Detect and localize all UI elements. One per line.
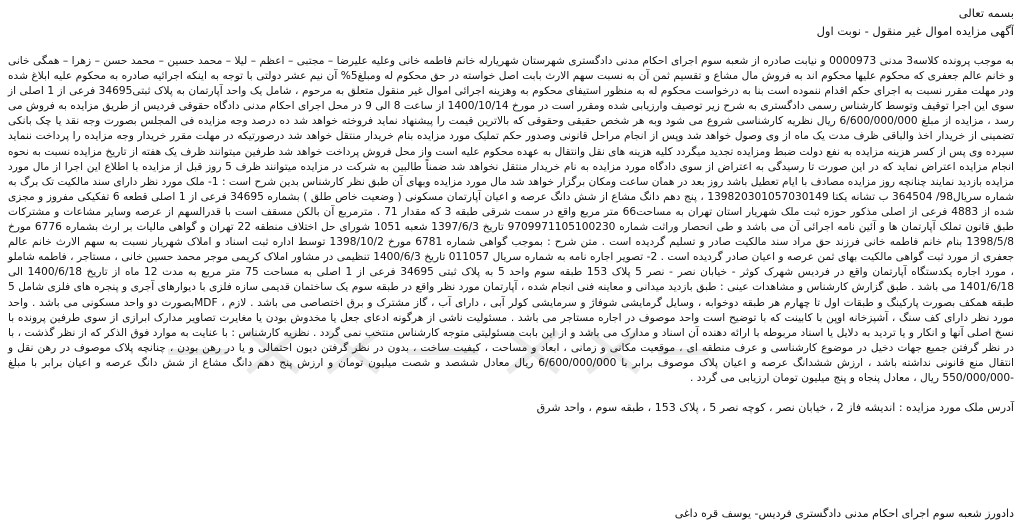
notice-title: آگهی مزایده اموال غیر منقول - نوبت اول — [816, 24, 1014, 38]
auction-notice — [8, 4, 1014, 524]
basmala: بسمه تعالی — [958, 6, 1014, 20]
notice-body: به موجب پرونده کلاسه3 مدنی 0000973 و نیابت صادره از شعبه سوم اجرای احکام مدنی دادگستری شهرستان شهریارله خانم فاطمه خانی وعلیه علیرضا – مجتبی – اعظم – لیلا – محمد حسین – محمد حسن – زهرا – همگی خانی و خانم عالم جعفری که محکوم علیها محکوم اند به فروش مال مشاع و تقسیم ثمن آن به نسبت سهم الارث بابت اصل خواسته در حق محکوم له ومبلغ5% آن نیم عشر دولتی با توجه به اینکه اجرائیه صادره به محکوم علیه ابلاغ شده ودر مهلت مقرر نسبت به اجرای حکم اقدام ننموده است بنا به درخواست محکوم له به منظور استیفای محکوم به وهزینه اجرائی اموال غیر منقول متعلق به مرحوم ، شامل یک واحد آپارتمان به پلاک ثبتی34695 فرعی از 1 اصلی از سوی این اجرا توقیف وتوسط کارشناس رسمی دادگستری به شرح زیر توصیف وارزیابی شده ومقرر است در مورخ 1400/10/14 از ساعت 8 الی 9 در محل اجرای احکام مدنی دادگاه حقوقی فردیس از طریق مزایده به فروش می رسد ، مزایده از مبلغ 6/600/000/000 ریال نظریه کارشناسی شروع می شود وبه هر شخص حقیقی وحقوقی که بالاترین قیمت را پیشنهاد نماید فروخته خواهد شد ده درصد وجه مزایده فی المجلس بصورت وجه نقد یا چک بانکی تضمینی از خریدار اخذ والباقی ظرف مدت یک ماه از وی وصول خواهد شد وپس از انجام مراحل قانونی وصدور حکم تملیک مورد مزایده بنام خریدار منتقل خواهد شد درصورتیکه در مهلت مقرر خریدار وجه مزایده را پرداخت ننماید سپرده وی پس از کسر هزینه مزایده به نفع دولت ضبط ومزایده تجدید میگردد کلیه هزینه های نقل وانتقال به عهده محکوم علیه است واز محل فروش پرداخت خواهد شد طرفین میتوانند ظرف یک هفته از تاریخ مزایده نسبت به نحوه انجام مزایده اعتراض نماید که در این صورت تا رسیدگی به اعتراض از سوی دادگاه مورد مزایده به نام خریدار منتقل نخواهد شد ضمناً طالبین به شرکت در مزایده میتوانند ظرف 5 روز قبل از مزایده با اطلاع این اجرا از مال مورد مزایده بازدید نمایند چنانچه روز مزایده مصادف با ایام تعطیل باشد روز بعد در همان ساعت ومکان برگزار خواهد شد مال مورد مزایده وبهای آن طبق نظر کارشناس بدین شرح است : 1- ملک مورد نظر دارای سند مالکیت تک برگ به شماره سریال98/ 364504 ب تشانه یکتا 139820301057030149 ، پنج دهم دانگ مشاع از شش دانگ عرصه و اعیان آپارتمان مسکونی ( وضعیت خاص طلق ) بشماره 34695 فرعی از 1 اصلی قطعه 6 تفکیکی مفروز و مجزی شده از 4883 فرعی از اصلی مذکور حوزه ثبت ملک شهریار استان تهران به مساحت66 متر مربع واقع در سمت شرقی طبقه 3 که مقدار 71 . مترمربع آن بالکن مسقف است با قدرالسهم از عرصه وسایر مشاعات و مشترکات طبق قانون تملک آپارتمان ها و آئین نامه اجرائی آن می باشد و طی انحصار وراثت شماره 9709971105100230 تاریخ 1397/6/3 شعبه 1051 شورای حل اختلاف منطقه 22 تهران و گواهی مالیات بر ارث بشماره 6776 مورخ 1398/5/8 بنام خانم فاطمه خانی فرزند حق مراد سند مالکیت صادر و تسلیم گردیده است . متن شرح : بموجب گواهی شماره 6781 مورخ 1398/10/2 توسط اداره ثبت اسناد و املاک شهریار نسبت به سهم الارث خانم عالم جعفری از مورد ثبت گواهی مالکیت بهای ثمن عرصه و اعیان صادر گردیده است . 2- تصویر اجاره نامه به شماره سریال 011057 تاریخ 1400/6/3 تنظیمی در مشاور املاک کریمی موجر محمد حسین خانی ، مستاجر ، فاطمه شاملو ، مورد اجاره یکدستگاه آپارتمان واقع در فردیس شهرک کوثر - خیابان نصر - نصر 5 پلاک 153 طبقه سوم واحد 5 به پلاک ثبتی 34695 فرعی از 1 اصلی به مساحت 75 متر مربع به مدت 12 ماه از تاریخ 1400/6/18 الی 1401/6/18 می باشد . طبق گزارش کارشناس و مشاهدات عینی : طبق بازدید میدانی و معاینه فنی انجام شده ، آپارتمان مورد نظر واقع در طبقه سوم یک ساختمان قدیمی سازه فلزی با دیوارهای آجری و پنجره های فلزی شامل 5 طبقه همکف بصورت پارکینگ و طبقات اول تا چهارم هر طبقه دوخوابه ، وسایل گرمایشی شوفاژ و سرمایشی کولر آبی ، دارای آب ، گاز مشترک و برق اختصاصی می باشد . لازم ، MDFبصورت دو واحد مسکونی می باشد . واحد مورد نظر دارای کف سنگ ، آشپزخانه اوپن با کابینت که با توضیح است واحد موصوف در اجاره مستاجر می باشد . مسئولیت ناشی از هرگونه ادعای جعل یا مخدوش بودن یا مغایرت تصاویر مدارک ابرازی از سوی طرفین پرونده با نسخ اصلی آنها و انکار و یا تردید به دلایل یا اسناد مربوطه با ارائه دهنده آن اسناد و مدارک می باشد و از این بابت مسئولیتی متوجه کارشناس منتخب نمی گردد . نظریه کارشناس : با عنایت به موارد فوق الذکر که از نظر گذشت ، با در نظر گرفتن جمیع جهات دخیل در موضوع کارشناسی و عرف منطقه ای ، موقعیت مکانی و زمانی ، ابعاد و مساحت ، کیفیت ساخت ، بدون در نظر گرفتن دیون احتمالی و یا در رهن بودن ، چنانچه پلاک موصوف در رهن نقل و انتقال منع قانونی نداشته باشد ، ارزش ششدانگ عرصه و اعیان پلاک موصوف برابر با 6/600/000/000 ریال معادل ششصد و شصت میلیون تومان و ارزش پنج دهم دانگ مشاع از شش دانگ عرصه و اعیان برابر با مبلغ -550/000/000 ریال ، معادل پنجاه و پنج میلیون تومان ارزیابی می گردد . — [8, 55, 1015, 384]
property-address: آدرس ملک مورد مزایده : اندیشه فاز 2 ، خیابان نصر ، کوچه نصر 5 ، پلاک 153 ، طبقه سوم ، واحد شرق — [536, 401, 1014, 415]
signature-line: دادورز شعبه سوم اجرای احکام مدنی دادگستری فردیس- یوسف قره داغی — [674, 507, 1014, 520]
